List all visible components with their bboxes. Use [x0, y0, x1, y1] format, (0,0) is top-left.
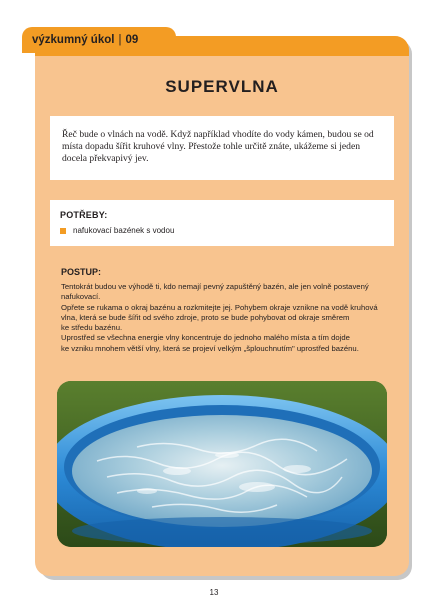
needs-heading: POTŘEBY: — [60, 210, 108, 220]
needs-item-text: nafukovací bazének s vodou — [73, 226, 175, 235]
procedure-text: Tentokrát budou ve výhodě ti, kdo nemají pevný zapuštěný bazén, ale jen volně postavený nafukovací. Opřete se rukama o okraj bazénu a rozkmitejte jej. Pohybem okraje vznikne na vodě kruhová vlna, která se bude šířit od svého zdroje, proto se bude pohybovat od okraje směrem ke středu bazénu. Uprostřed se všechna energie vlny koncentruje do jednoho malého místa a tím dojde ke vzniku mnohem větší vlny, která se projeví velkým „šplouchnutím" uprostřed bazénu. — [61, 282, 378, 353]
pool-illustration — [57, 381, 387, 547]
page-title: SUPERVLNA — [165, 77, 279, 96]
procedure-section — [61, 267, 397, 354]
needs-box — [50, 200, 394, 246]
pool-photo — [57, 381, 387, 547]
procedure-heading: POSTUP: — [61, 267, 102, 277]
intro-text: Řeč bude o vlnách na vodě. Když například vhodíte do vody kámen, budou se od místa dopadu šířit kruhové vlny. Přestože tohle určitě znáte, ukážeme si jeden docela překvapivý jev. — [62, 129, 374, 164]
task-label: výzkumný úkol — [32, 34, 115, 46]
task-separator: | — [118, 34, 122, 46]
task-tab — [22, 27, 176, 53]
needs-item — [60, 226, 386, 235]
task-number: 09 — [125, 34, 139, 46]
intro-box — [50, 116, 394, 180]
page-number: 13 — [209, 588, 219, 597]
bullet-icon — [60, 228, 66, 234]
